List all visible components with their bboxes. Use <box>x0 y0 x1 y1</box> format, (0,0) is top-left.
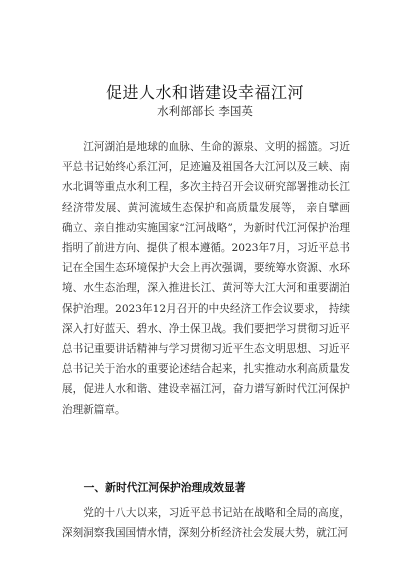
body-paragraph-1: 江河湖泊是地球的血脉、生命的源泉、文明的摇篮。习近平总书记始终心系江河，足迹遍及祖国各大江河以及三峡、南水北调等重点水利工程，多次主持召开会议研究部署推动长江经济带发展、黄河流域生态保护和高质量发展等， 亲自擘画确立、亲自推动实施国家“江河战略”，为新时代江河保护治理指明了前进方向、提供了根本遵循。2023年7月，习近平总书记在全国生态环境保护大会上再次强调，要统筹水资源、水环境、水生态治理，深入推进长江、黄河等大江大河和重要湖泊保护治理。2023年12月召开的中央经济工作会议要求， 持续深入打好蓝天、碧水、净土保卫战。我们要把学习贯彻习近平总书记重要讲话精神与学习贯彻习近平生态文明思想、习近平总书记关于治水的重要论述结合起来，扎实推动水利高质量发展，促进人水和谐、建设幸福江河，奋力谱写新时代江河保护治理新篇章。 <box>62 141 350 416</box>
document-title: 促进人水和谐建设幸福江河 <box>105 83 304 102</box>
author-byline: 水利部部长 李国英 <box>157 104 253 118</box>
body-paragraph-2: 党的十八大以来，习近平总书记站在战略和全局的高度，深刻洞察我国国情水情，深刻分析经济社会发展大势，就江河 <box>62 507 350 540</box>
section-heading-1: 一、新时代江河保护治理成效显著 <box>83 481 246 494</box>
